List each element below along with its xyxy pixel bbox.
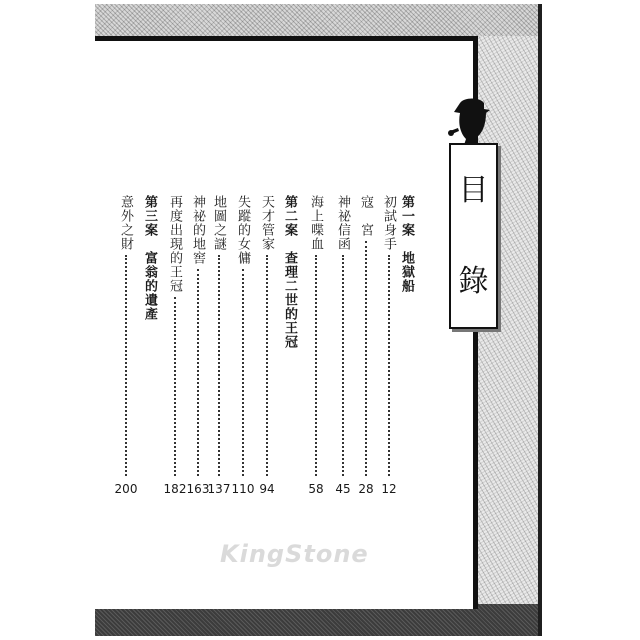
toc-entry-title: 初試身手 — [381, 195, 396, 251]
toc-page-number: 28 — [358, 482, 374, 496]
toc-page-number: 200 — [114, 482, 138, 496]
toc-dot-leader — [342, 255, 344, 476]
heading-char-1: 目 — [458, 172, 489, 208]
detective-silhouette-icon — [446, 95, 498, 147]
toc-page-number: 137 — [207, 482, 231, 496]
toc-case-title: 第一案 地獄船 — [399, 195, 414, 293]
toc-case-title: 第二案 查理二世的王冠 — [282, 195, 297, 349]
watermark: KingStone — [220, 540, 369, 568]
toc-page-number: 12 — [381, 482, 397, 496]
toc-page-number: 182 — [163, 482, 187, 496]
toc-entry-title: 意外之財 — [118, 195, 133, 251]
toc-page-number: 110 — [231, 482, 255, 496]
toc-heading-box — [449, 143, 498, 329]
toc-entry-title: 天才管家 — [259, 195, 274, 251]
toc-dot-leader — [218, 255, 220, 476]
top-halftone-band — [95, 4, 540, 36]
toc-dot-leader — [242, 269, 244, 476]
toc-entry-title: 失蹤的女傭 — [235, 195, 250, 265]
page-edge — [538, 4, 542, 636]
toc-page-number: 45 — [335, 482, 351, 496]
toc-case-title: 第三案 富翁的遺產 — [142, 195, 157, 321]
toc-dot-leader — [266, 255, 268, 476]
toc-entry-title: 神祕的地窖 — [190, 195, 205, 265]
toc-page-number: 58 — [308, 482, 324, 496]
toc-dot-leader — [388, 255, 390, 476]
toc-entry-title: 海上喋血 — [308, 195, 323, 251]
toc-dot-leader — [315, 255, 317, 476]
toc-page-number: 94 — [259, 482, 275, 496]
toc-dot-leader — [125, 255, 127, 476]
toc-entry-title: 神祕信函 — [335, 195, 350, 251]
toc-entry-title: 寇 宮 — [358, 195, 373, 237]
toc-page-number: 163 — [186, 482, 210, 496]
toc-entry-title: 地圖之謎 — [211, 195, 226, 251]
heading-char-2: 錄 — [458, 263, 489, 299]
toc-entry-title: 再度出現的王冠 — [167, 195, 182, 293]
toc-dot-leader — [197, 269, 199, 476]
toc-dot-leader — [365, 241, 367, 476]
toc-dot-leader — [174, 297, 176, 476]
